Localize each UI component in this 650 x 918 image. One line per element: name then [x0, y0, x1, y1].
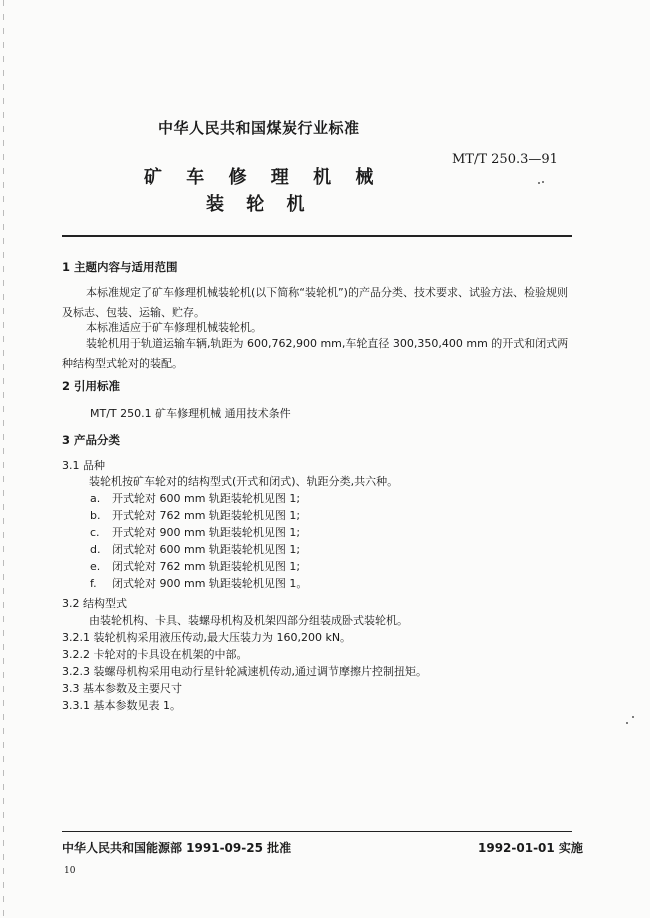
section-1-paragraph-1: 本标准规定了矿车修理机械装轮机(以下简称“装轮机”)的产品分类、技术要求、试验方法、检验规则及标志、包装、运输、贮存。: [62, 286, 568, 319]
effective-date: 1992-01-01 实施: [478, 841, 583, 855]
subsection-3-2: 3.2 结构型式: [62, 597, 127, 610]
list-item: 闭式轮对 600 mm 轨距装轮机见图 1;: [112, 543, 301, 556]
list-item-label: e.: [90, 560, 101, 573]
subsection-3-2-2: 3.2.2 卡轮对的卡具设在机架的中部。: [62, 648, 248, 661]
header-rule: [62, 235, 572, 237]
list-item-label: c.: [90, 526, 100, 539]
title-line-1: 矿 车 修 理 机 械: [144, 167, 374, 188]
margin-scan-line: [3, 0, 4, 918]
section-1-heading: 1 主题内容与适用范围: [62, 260, 178, 274]
speck: [626, 722, 628, 724]
list-item: 闭式轮对 762 mm 轨距装轮机见图 1;: [112, 560, 301, 573]
footer-rule: [62, 831, 572, 832]
list-item-label: b.: [90, 509, 101, 522]
list-item: 开式轮对 900 mm 轨距装轮机见图 1;: [112, 526, 301, 539]
section-3-heading: 3 产品分类: [62, 433, 121, 447]
speck: [542, 181, 544, 183]
section-1-paragraph-3: 装轮机用于轨道运输车辆,轨距为 600,762,900 mm,车轮直径 300,350,400 mm 的开式和闭式两种结构型式轮对的装配。: [62, 337, 569, 370]
page-number: 10: [64, 866, 76, 876]
list-item: 开式轮对 762 mm 轨距装轮机见图 1;: [112, 509, 301, 522]
list-item: 闭式轮对 900 mm 轨距装轮机见图 1。: [112, 577, 308, 590]
subsection-3-2-1: 3.2.1 装轮机构采用液压传动,最大压装力为 160,200 kN。: [62, 631, 352, 644]
speck: [538, 182, 540, 184]
subsection-3-1: 3.1 品种: [62, 459, 105, 472]
list-item-label: a.: [90, 492, 101, 505]
list-item: 开式轮对 600 mm 轨距装轮机见图 1;: [112, 492, 301, 505]
list-item-label: f.: [90, 577, 97, 590]
standard-organization: 中华人民共和国煤炭行业标准: [158, 119, 360, 137]
reference-standard: MT/T 250.1 矿车修理机械 通用技术条件: [90, 407, 291, 420]
section-1-paragraph-2: 本标准适应于矿车修理机械装轮机。: [86, 321, 262, 334]
subsection-3-1-text: 装轮机按矿车轮对的结构型式(开式和闭式)、轨距分类,共六种。: [89, 475, 399, 488]
subsection-3-2-3: 3.2.3 装螺母机构采用电动行星针轮减速机传动,通过调节摩擦片控制扭矩。: [62, 665, 427, 678]
title-line-2: 装 轮 机: [206, 194, 305, 215]
subsection-3-2-text: 由装轮机构、卡具、装螺母机构及机架四部分组装成卧式装轮机。: [89, 614, 408, 627]
section-2-heading: 2 引用标准: [62, 379, 121, 393]
subsection-3-3-1: 3.3.1 基本参数见表 1。: [62, 699, 181, 712]
subsection-3-3: 3.3 基本参数及主要尺寸: [62, 682, 182, 695]
approval-line: 中华人民共和国能源部 1991-09-25 批准: [62, 841, 292, 855]
speck: [632, 716, 634, 718]
standard-code: MT/T 250.3—91: [452, 152, 558, 167]
list-item-label: d.: [90, 543, 101, 556]
